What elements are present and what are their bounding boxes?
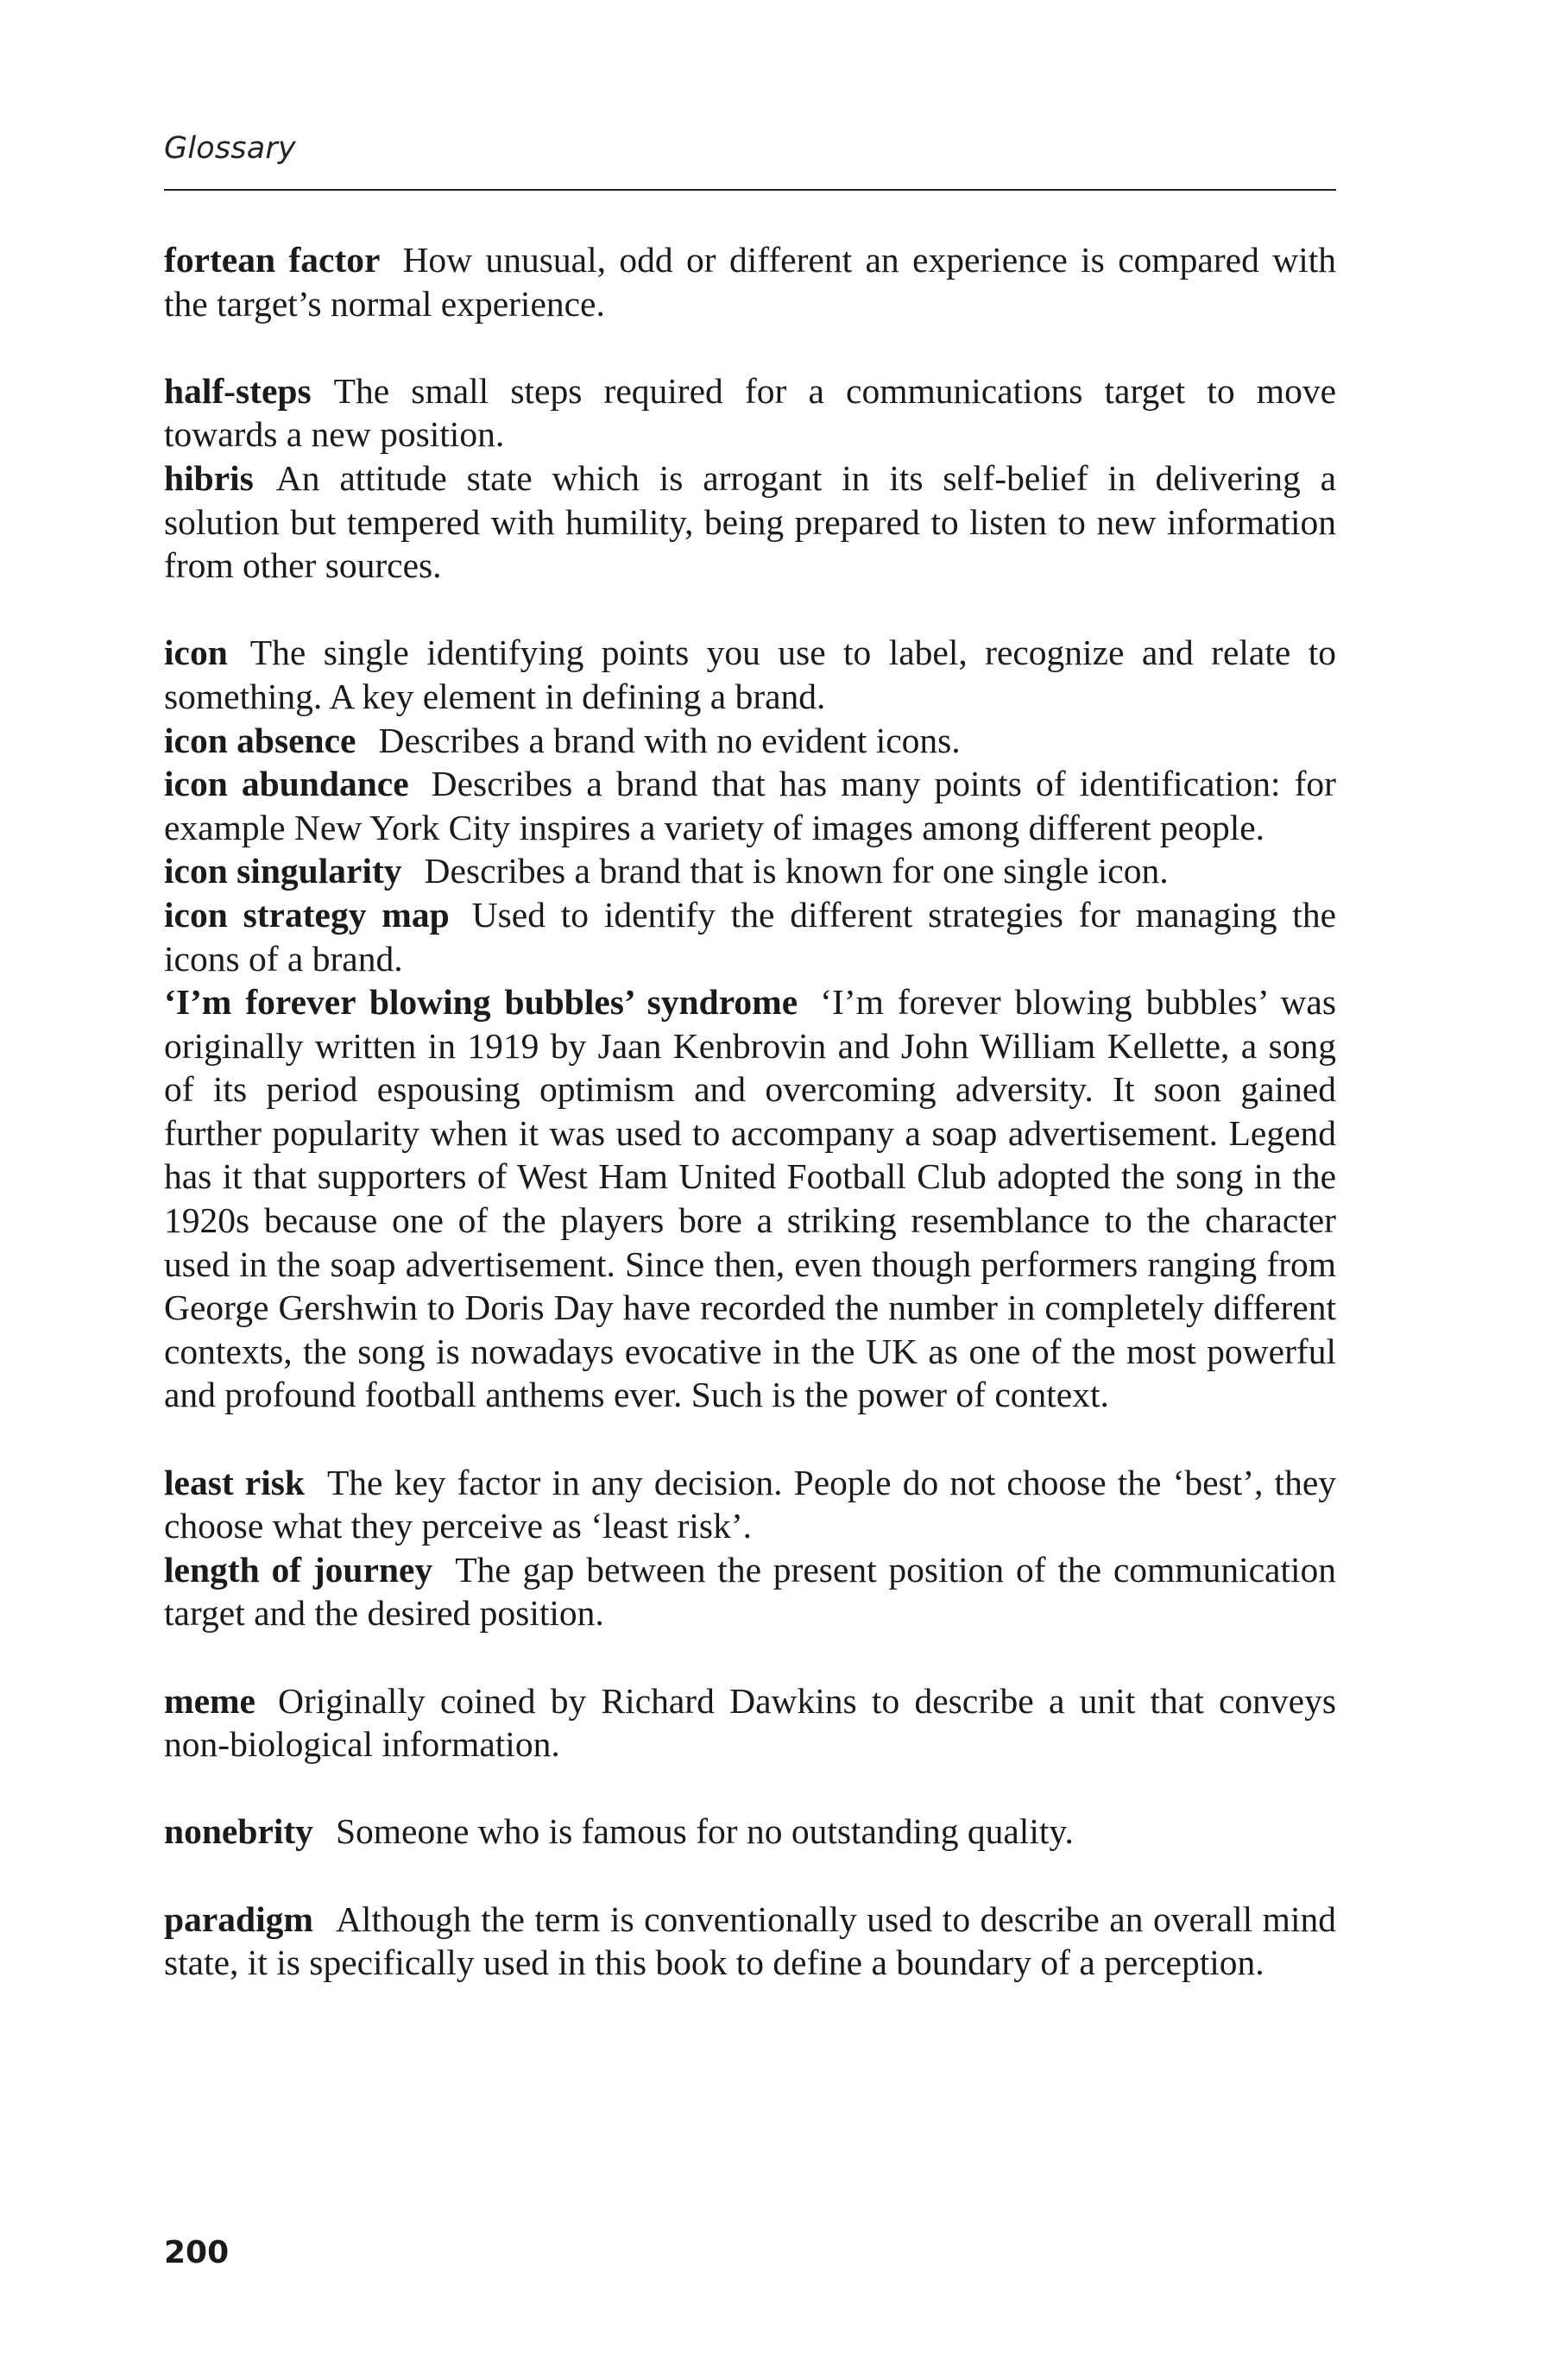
glossary-definition: Describes a brand with no evident icons. <box>378 720 961 760</box>
glossary-term: half-steps <box>164 370 312 411</box>
glossary-entry <box>164 893 1336 980</box>
glossary-definition: Originally coined by Richard Dawkins to describe a unit that conveys non-biological information. <box>164 1680 1336 1765</box>
glossary-entry <box>164 849 1336 893</box>
glossary-definition: How unusual, odd or different an experience is compared with the target’s normal experience. <box>164 240 1336 324</box>
running-head: Glossary <box>164 131 296 166</box>
glossary-group-n <box>164 1810 1336 1854</box>
glossary-term: icon <box>164 633 228 673</box>
glossary-term: fortean factor <box>164 240 381 280</box>
glossary-definition: Someone who is famous for no outstanding quality. <box>335 1811 1074 1852</box>
glossary-term: icon absence <box>164 720 356 760</box>
glossary-definition: Describes a brand that is known for one single icon. <box>424 851 1169 891</box>
glossary-term: nonebrity <box>164 1811 313 1852</box>
glossary-entry <box>164 369 1336 456</box>
glossary-group-l <box>164 1461 1336 1635</box>
glossary-entry <box>164 1898 1336 1985</box>
glossary-definition: The small steps required for a communications target to move towards a new position. <box>164 370 1336 455</box>
glossary-group-i <box>164 631 1336 1417</box>
glossary-entry <box>164 980 1336 1417</box>
glossary-group-p <box>164 1898 1336 1985</box>
glossary-list <box>164 238 1336 1985</box>
glossary-term: hibris <box>164 457 254 498</box>
glossary-term: length of journey <box>164 1549 433 1590</box>
glossary-definition: The gap between the present position of the communication target and the desired position. <box>164 1549 1337 1634</box>
glossary-group-f <box>164 238 1336 325</box>
glossary-definition: The single identifying points you use to label, recognize and relate to something. A key element in defining a brand. <box>164 633 1336 716</box>
glossary-term: icon singularity <box>164 851 402 891</box>
glossary-entry <box>164 1461 1336 1548</box>
glossary-definition: An attitude state which is arrogant in its self-belief in delivering a solution but tempered with humility, being prepared to listen to new information from other sources. <box>164 457 1336 586</box>
glossary-term: paradigm <box>164 1898 313 1939</box>
glossary-group-m <box>164 1679 1336 1766</box>
glossary-definition: Although the term is conventionally used to describe an overall mind state, it is specifically used in this book to define a boundary of a perception. <box>164 1898 1336 1983</box>
glossary-entry <box>164 762 1336 849</box>
glossary-definition: ‘I’m forever blowing bubbles’ was originally written in 1919 by Jaan Kenbrovin and John William Kellette, a song of its period espousing optimism and overcoming adversity. It soon gained further popularity when it was used to accompany a soap advertisement. Legend has it that supporters of West Ham United Football Club adopted the song in the 1920s because one of the players bore a striking resemblance to the character used in the soap advertisement. Since then, even though performers ranging from George Gershwin to Doris Day have recorded the number in completely different contexts, the song is nowadays evocative in the UK as one of the most powerful and profound football anthems ever. Such is the power of context. <box>164 982 1337 1415</box>
glossary-entry <box>164 719 1336 763</box>
glossary-entry <box>164 238 1336 325</box>
glossary-term: icon strategy map <box>164 894 450 935</box>
glossary-entry <box>164 1679 1336 1766</box>
glossary-term: icon abundance <box>164 764 409 804</box>
glossary-term: ‘I’m forever blowing bubbles’ syndrome <box>164 982 798 1023</box>
page-number: 200 <box>164 2235 230 2270</box>
glossary-definition: Describes a brand that has many points of identification: for example New York City inspires a variety of images among different people. <box>164 764 1336 847</box>
header-rule <box>164 189 1336 191</box>
glossary-term: meme <box>164 1680 255 1721</box>
glossary-definition: Used to identify the different strategies for managing the icons of a brand. <box>164 894 1337 979</box>
glossary-entry <box>164 1810 1336 1854</box>
glossary-definition: The key factor in any decision. People do not choose the ‘best’, they choose what they perceive as ‘least risk’. <box>164 1462 1336 1546</box>
glossary-group-h <box>164 369 1336 588</box>
glossary-entry <box>164 456 1336 588</box>
glossary-entry <box>164 1548 1336 1635</box>
glossary-entry <box>164 631 1336 718</box>
glossary-term: least risk <box>164 1462 305 1502</box>
